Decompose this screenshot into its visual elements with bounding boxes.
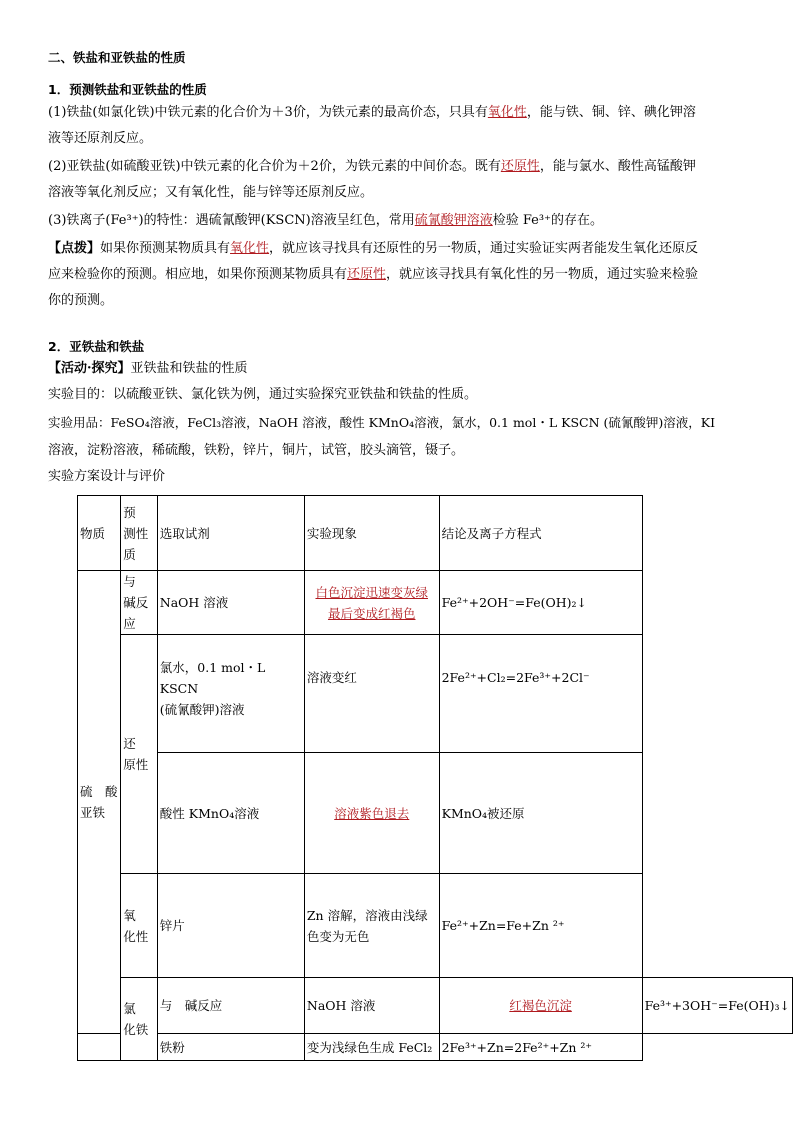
- phenomenon-cell: 溶液变红: [304, 635, 439, 753]
- table-row: [78, 874, 793, 978]
- subsection-1-heading: 1．预测铁盐和亚铁盐的性质: [48, 82, 207, 97]
- tip-paragraph-end: 你的预测。: [48, 293, 114, 308]
- substance-fecl3: 氯 化铁: [121, 978, 158, 1061]
- table-row: [78, 753, 793, 874]
- phenomenon-cell: 红褐色沉淀: [439, 978, 642, 1034]
- paragraph-1: (1)铁盐(如氯化铁)中铁元素的化合价为＋3价，为铁元素的最高价态，只具有氧化性，能与铁、铜、锌、碘化钾溶: [48, 105, 696, 120]
- header-predict: 预 测性质: [121, 496, 158, 571]
- experiment-materials: 实验用品：FeSO₄溶液，FeCl₃溶液，NaOH 溶液，酸性 KMnO₄溶液，氯水，0.1 mol・L KSCN (硫氰酸钾)溶液，KI: [48, 415, 716, 430]
- header-substance: 物质: [78, 496, 121, 571]
- tip-paragraph: 【点拨】如果你预测某物质具有氧化性，就应该寻找具有还原性的另一物质，通过实验证实两者能发生氧化还原反: [48, 241, 699, 256]
- predict-base-reaction: 与 碱反应: [157, 978, 304, 1034]
- conclusion-cell: 2Fe²⁺+Cl₂=2Fe³⁺+2Cl⁻: [439, 635, 642, 753]
- tip-paragraph-cont: 应来检验你的预测。相应地，如果你预测某物质具有还原性，就应该寻找具有氧化性的另一物质，通过实验来检验: [48, 267, 699, 282]
- table-row: [78, 978, 793, 1034]
- reagent-iron-powder: 铁粉: [157, 1034, 304, 1061]
- header-phenomenon: 实验现象: [304, 496, 439, 571]
- reagent-kmno4: 酸性 KMnO₄溶液: [157, 753, 304, 874]
- answer-oxidizing: 氧化性: [487, 105, 527, 120]
- tip-label: 【点拨】: [48, 241, 101, 256]
- paragraph-3: (3)铁离子(Fe³⁺)的特性：遇硫氰酸钾(KSCN)溶液呈红色，常用硫氰酸钾溶液检验 Fe³⁺的存在。: [48, 213, 603, 228]
- paragraph-2-cont: 溶液等氧化剂反应；又有氧化性，能与锌等还原剂反应。: [48, 185, 374, 200]
- phenomenon-cell: 变为浅绿色生成 FeCl₂: [304, 1034, 439, 1061]
- phenomenon-cell: 白色沉淀迅速变灰绿 最后变成红褐色: [304, 571, 439, 635]
- header-reagent: 选取试剂: [157, 496, 304, 571]
- conclusion-cell: Fe²⁺+Zn=Fe+Zn ²⁺: [439, 874, 642, 978]
- header-conclusion: 结论及离子方程式: [439, 496, 642, 571]
- table-row: [78, 635, 793, 753]
- paragraph-1-cont: 液等还原剂反应。: [48, 131, 153, 146]
- experiment-materials-cont: 溶液，淀粉溶液，稀硫酸，铁粉，锌片，铜片，试管，胶头滴管，镊子。: [48, 443, 465, 458]
- table-header-row: [78, 496, 793, 571]
- activity-label: 【活动·探究】: [48, 361, 131, 376]
- substance-feso4: 硫 酸亚铁: [78, 571, 121, 1034]
- reagent-naoh: NaOH 溶液: [157, 571, 304, 635]
- experiment-purpose: 实验目的：以硫酸亚铁、氯化铁为例，通过实验探究亚铁盐和铁盐的性质。: [48, 387, 478, 402]
- answer-reducing: 还原性: [500, 159, 540, 174]
- answer-kscn: 硫氰酸钾溶液: [414, 213, 493, 228]
- table-row: [78, 1034, 793, 1061]
- phenomenon-cell: 溶液紫色退去: [304, 753, 439, 874]
- conclusion-cell: KMnO₄被还原: [439, 753, 642, 874]
- conclusion-cell: Fe²⁺+2OH⁻=Fe(OH)₂↓: [439, 571, 642, 635]
- phenomenon-cell: Zn 溶解，溶液由浅绿 色变为无色: [304, 874, 439, 978]
- tip-answer-reducing: 还原性: [347, 267, 387, 282]
- predict-empty: [78, 1034, 121, 1061]
- activity-line: 【活动·探究】亚铁盐和铁盐的性质: [48, 361, 248, 376]
- reagent-chlorine-kscn: 氯水，0.1 mol・L KSCN (硫氰酸钾)溶液: [157, 635, 304, 753]
- tip-answer-oxidizing: 氧化性: [230, 241, 270, 256]
- predict-oxidizing: 氧 化性: [121, 874, 158, 978]
- design-label: 实验方案设计与评价: [48, 469, 166, 484]
- reagent-naoh: NaOH 溶液: [304, 978, 439, 1034]
- table-row: [78, 571, 793, 635]
- subsection-2-heading: 2．亚铁盐和铁盐: [48, 339, 145, 354]
- conclusion-cell: Fe³⁺+3OH⁻=Fe(OH)₃↓: [642, 978, 792, 1034]
- reagent-zinc: 锌片: [157, 874, 304, 978]
- predict-reducing: 还 原性: [121, 635, 158, 874]
- paragraph-2: (2)亚铁盐(如硫酸亚铁)中铁元素的化合价为＋2价，为铁元素的中间价态。既有还原性，能与氯水、酸性高锰酸钾: [48, 159, 696, 174]
- conclusion-cell: 2Fe³⁺+Zn=2Fe²⁺+Zn ²⁺: [439, 1034, 642, 1061]
- section-title: 二、铁盐和亚铁盐的性质: [48, 50, 186, 65]
- experiment-table: [77, 495, 793, 1061]
- predict-base-reaction: 与 碱反应: [121, 571, 158, 635]
